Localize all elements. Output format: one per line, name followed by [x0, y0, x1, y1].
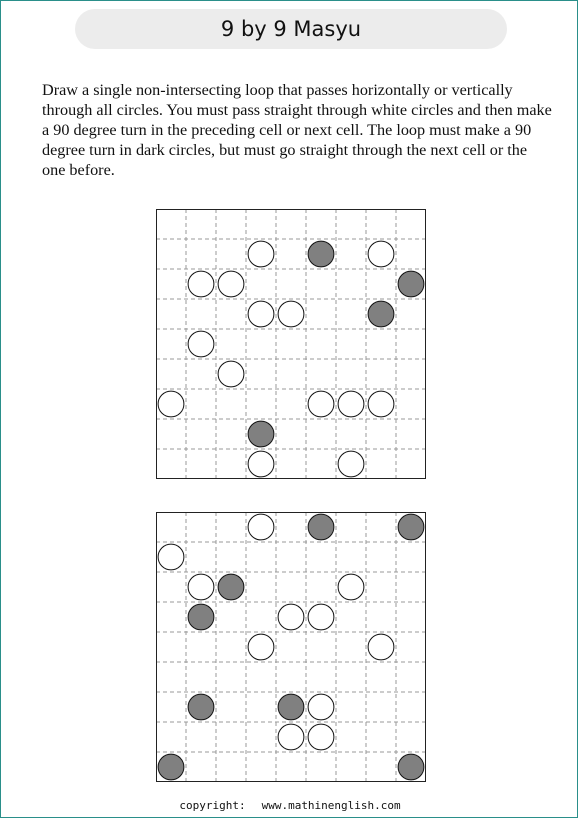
white-circle — [188, 574, 214, 600]
dark-circle — [398, 271, 424, 297]
white-circle — [278, 604, 304, 630]
white-circle — [368, 241, 394, 267]
white-circle — [308, 391, 334, 417]
puzzle-grid-svg — [156, 209, 426, 479]
white-circle — [278, 301, 304, 327]
copyright-website: www.mathinenglish.com — [261, 799, 401, 812]
white-circle — [308, 604, 334, 630]
white-circle — [338, 391, 364, 417]
white-circle — [308, 724, 334, 750]
dark-circle — [188, 604, 214, 630]
white-circle — [158, 391, 184, 417]
dark-circle — [248, 421, 274, 447]
white-circle — [368, 634, 394, 660]
title-banner — [75, 9, 507, 49]
dark-circle — [278, 694, 304, 720]
page-title: 9 by 9 Masyu — [220, 17, 362, 41]
dark-circle — [308, 241, 334, 267]
instructions-text: Draw a single non-intersecting loop that passes horizontally or vertically through all circles. You must pass straight through white circles and then make a 90 degree turn in the preceding cell or next cell. The loop must make a 90 degree turn in dark circles, but must go straight through the next cell or the one before. — [42, 81, 552, 179]
copyright-label: copyright: — [179, 799, 246, 812]
puzzle-grid-svg — [156, 512, 426, 782]
dark-circle — [158, 754, 184, 780]
white-circle — [338, 451, 364, 477]
dark-circle — [398, 514, 424, 540]
white-circle — [278, 724, 304, 750]
white-circle — [368, 391, 394, 417]
white-circle — [248, 514, 274, 540]
white-circle — [218, 361, 244, 387]
white-circle — [158, 544, 184, 570]
white-circle — [218, 271, 244, 297]
white-circle — [248, 301, 274, 327]
white-circle — [248, 634, 274, 660]
white-circle — [188, 271, 214, 297]
copyright-footer — [1, 799, 578, 812]
white-circle — [248, 241, 274, 267]
masyu-puzzle-grid-2 — [156, 512, 426, 782]
dark-circle — [398, 754, 424, 780]
white-circle — [188, 331, 214, 357]
dark-circle — [218, 574, 244, 600]
white-circle — [308, 694, 334, 720]
dark-circle — [188, 694, 214, 720]
white-circle — [338, 574, 364, 600]
dark-circle — [308, 514, 334, 540]
masyu-puzzle-grid-1 — [156, 209, 426, 479]
white-circle — [248, 451, 274, 477]
dark-circle — [368, 301, 394, 327]
